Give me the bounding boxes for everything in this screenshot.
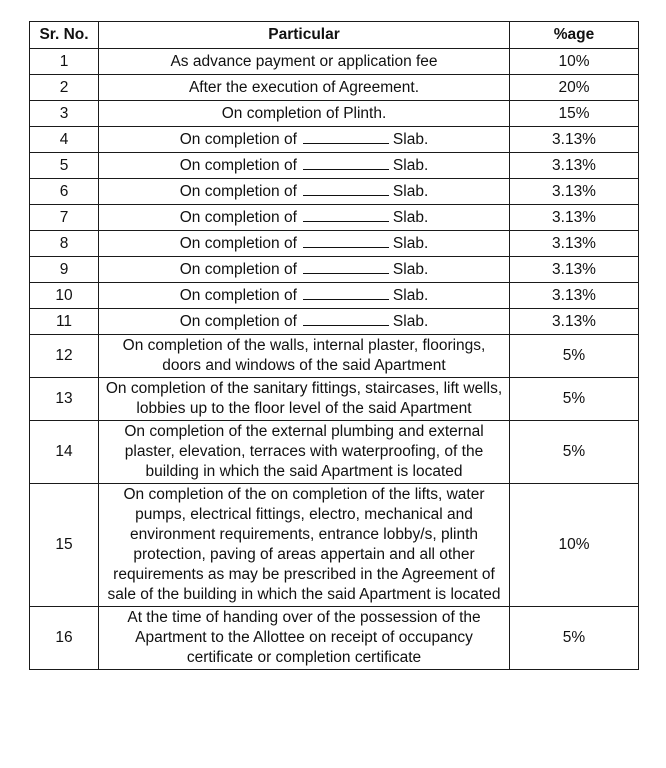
row-percentage: 3.13% xyxy=(510,231,639,257)
table-row xyxy=(30,179,639,205)
particular-prefix: On completion of xyxy=(179,209,297,226)
table-row xyxy=(30,101,639,127)
row-particular: On completion of the walls, internal plaster, floorings, doors and windows of the said Apartment xyxy=(99,335,510,378)
particular-suffix: Slab. xyxy=(392,209,429,226)
slab-blank-line xyxy=(303,311,389,326)
row-percentage: 3.13% xyxy=(510,309,639,335)
row-percentage: 10% xyxy=(510,49,639,75)
row-particular xyxy=(99,231,510,257)
particular-suffix: Slab. xyxy=(392,235,429,252)
slab-blank-line xyxy=(303,259,389,274)
table-row xyxy=(30,205,639,231)
row-percentage: 3.13% xyxy=(510,283,639,309)
row-sr: 2 xyxy=(30,75,99,101)
particular-suffix: Slab. xyxy=(392,287,429,304)
particular-prefix: On completion of xyxy=(179,157,297,174)
row-sr: 4 xyxy=(30,127,99,153)
particular-suffix: Slab. xyxy=(392,313,429,330)
header-particular: Particular xyxy=(99,22,510,49)
row-percentage: 5% xyxy=(510,421,639,484)
row-percentage: 3.13% xyxy=(510,257,639,283)
row-particular: On completion of the external plumbing and external plaster, elevation, terraces with waterproofing, of the building in which the said Apartment is located xyxy=(99,421,510,484)
slab-blank-line xyxy=(303,155,389,170)
table-row xyxy=(30,421,639,484)
particular-prefix: On completion of xyxy=(179,131,297,148)
row-percentage: 5% xyxy=(510,335,639,378)
particular-suffix: Slab. xyxy=(392,157,429,174)
row-sr: 8 xyxy=(30,231,99,257)
particular-suffix: Slab. xyxy=(392,183,429,200)
table-row xyxy=(30,484,639,607)
row-percentage: 3.13% xyxy=(510,153,639,179)
slab-blank-line xyxy=(303,181,389,196)
row-sr: 14 xyxy=(30,421,99,484)
payment-schedule-table xyxy=(29,21,639,670)
row-particular xyxy=(99,309,510,335)
row-percentage: 15% xyxy=(510,101,639,127)
row-particular xyxy=(99,153,510,179)
table-row xyxy=(30,75,639,101)
row-particular: On completion of the sanitary fittings, staircases, lift wells, lobbies up to the floor level of the said Apartment xyxy=(99,378,510,421)
slab-blank-line xyxy=(303,207,389,222)
row-percentage: 5% xyxy=(510,378,639,421)
slab-blank-line xyxy=(303,285,389,300)
table-row xyxy=(30,231,639,257)
row-sr: 16 xyxy=(30,607,99,670)
table-row xyxy=(30,309,639,335)
header-sr-no: Sr. No. xyxy=(30,22,99,49)
row-sr: 10 xyxy=(30,283,99,309)
table-row xyxy=(30,378,639,421)
table-header-row xyxy=(30,22,639,49)
row-particular xyxy=(99,179,510,205)
table-row xyxy=(30,607,639,670)
particular-prefix: On completion of xyxy=(179,287,297,304)
row-particular: On completion of Plinth. xyxy=(99,101,510,127)
row-percentage: 3.13% xyxy=(510,205,639,231)
row-particular xyxy=(99,257,510,283)
row-sr: 12 xyxy=(30,335,99,378)
row-sr: 3 xyxy=(30,101,99,127)
row-percentage: 3.13% xyxy=(510,179,639,205)
row-sr: 1 xyxy=(30,49,99,75)
row-particular: After the execution of Agreement. xyxy=(99,75,510,101)
row-particular xyxy=(99,205,510,231)
table-row xyxy=(30,335,639,378)
table-row xyxy=(30,257,639,283)
row-particular: As advance payment or application fee xyxy=(99,49,510,75)
row-particular: At the time of handing over of the possession of the Apartment to the Allottee on receipt of occupancy certificate or completion certificate xyxy=(99,607,510,670)
particular-prefix: On completion of xyxy=(179,261,297,278)
table-row xyxy=(30,49,639,75)
row-percentage: 3.13% xyxy=(510,127,639,153)
table-row xyxy=(30,153,639,179)
table-row xyxy=(30,127,639,153)
row-sr: 6 xyxy=(30,179,99,205)
row-sr: 9 xyxy=(30,257,99,283)
particular-suffix: Slab. xyxy=(392,261,429,278)
row-particular xyxy=(99,127,510,153)
particular-suffix: Slab. xyxy=(392,131,429,148)
table-row xyxy=(30,283,639,309)
row-sr: 7 xyxy=(30,205,99,231)
slab-blank-line xyxy=(303,129,389,144)
row-sr: 5 xyxy=(30,153,99,179)
slab-blank-line xyxy=(303,233,389,248)
row-percentage: 20% xyxy=(510,75,639,101)
row-percentage: 10% xyxy=(510,484,639,607)
row-sr: 15 xyxy=(30,484,99,607)
header-percentage: %age xyxy=(510,22,639,49)
row-particular: On completion of the on completion of the lifts, water pumps, electrical fittings, electro, mechanical and environment requirements, entrance lobby/s, plinth protection, paving of areas appertain and all other requirements as may be prescribed in the Agreement of sale of the building in which the said Apartment is located xyxy=(99,484,510,607)
particular-prefix: On completion of xyxy=(179,313,297,330)
particular-prefix: On completion of xyxy=(179,235,297,252)
row-percentage: 5% xyxy=(510,607,639,670)
row-particular xyxy=(99,283,510,309)
row-sr: 13 xyxy=(30,378,99,421)
particular-prefix: On completion of xyxy=(179,183,297,200)
row-sr: 11 xyxy=(30,309,99,335)
